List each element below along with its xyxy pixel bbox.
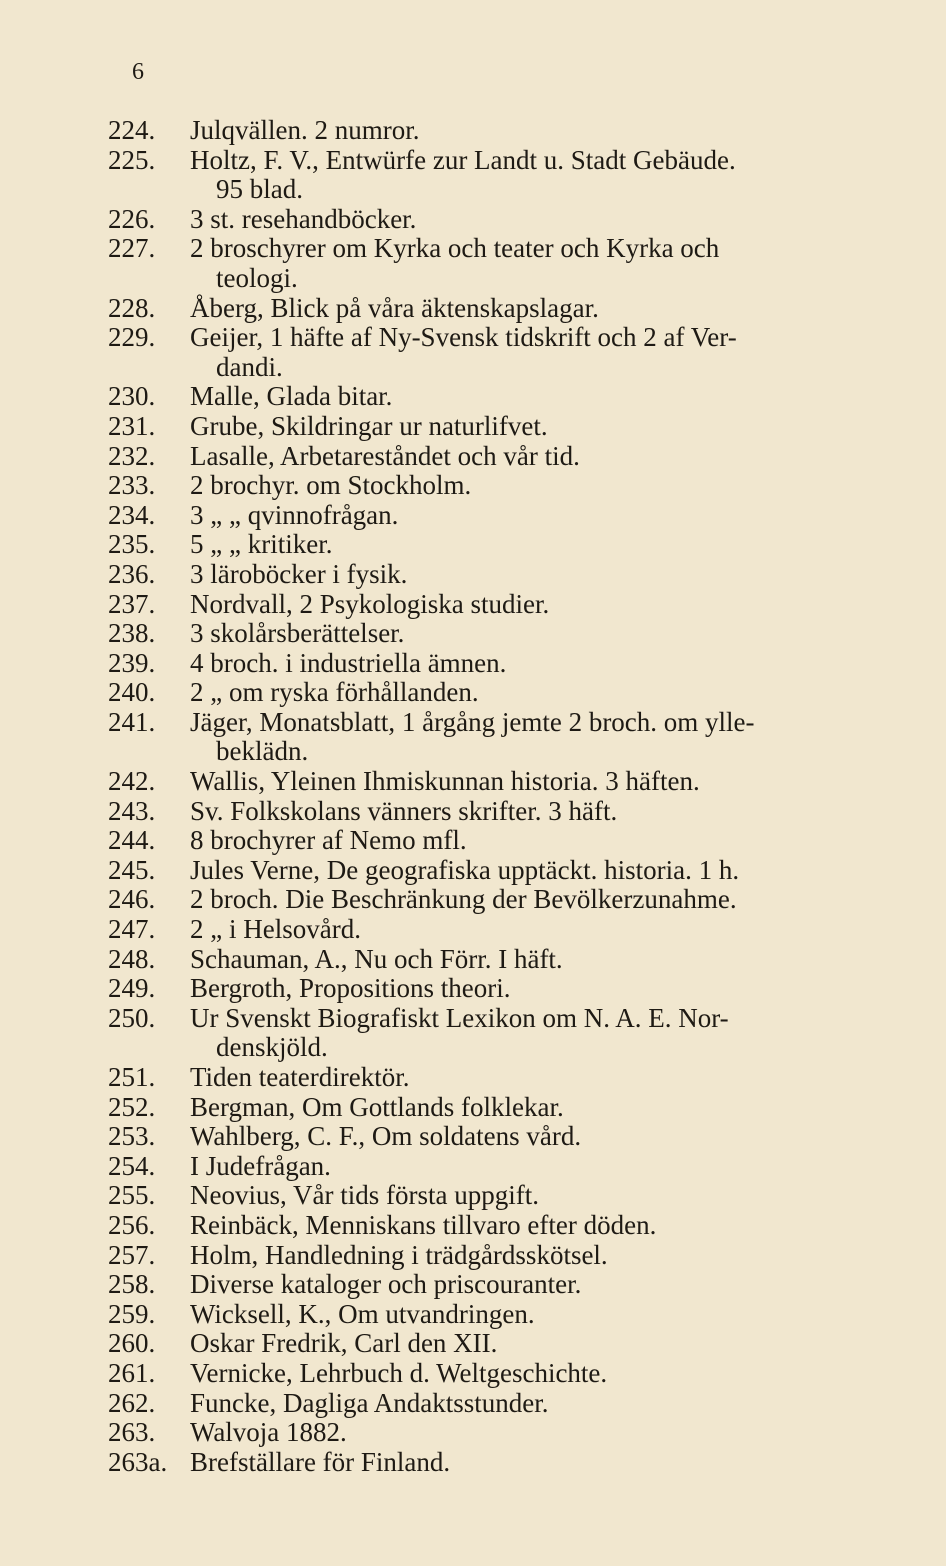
entry-text-line: 2 broschyrer om Kyrka och teater och Kyrka och — [190, 233, 720, 264]
entry-number: 232. — [108, 440, 156, 471]
catalog-entry — [0, 501, 946, 531]
catalog-entry — [0, 915, 946, 945]
entry-text — [190, 885, 870, 915]
entry-number: 241. — [108, 706, 156, 737]
entry-text — [190, 1389, 870, 1419]
entry-text-line: Nordvall, 2 Psykologiska studier. — [190, 588, 550, 619]
catalog-entry — [0, 619, 946, 649]
catalog-entry — [0, 1448, 946, 1478]
entry-text — [190, 678, 870, 708]
catalog-entry — [0, 1241, 946, 1271]
entry-text — [190, 205, 870, 235]
entry-text — [190, 382, 870, 412]
entry-number: 230. — [108, 381, 156, 412]
entry-text — [190, 1093, 870, 1123]
entry-text-continuation: beklädn. — [216, 736, 309, 767]
entry-number: 255. — [108, 1180, 156, 1211]
entry-text-line: Tiden teaterdirektör. — [190, 1062, 410, 1092]
entry-number: 236. — [108, 558, 156, 589]
entry-text — [190, 945, 870, 975]
entry-text-line: Walvoja 1882. — [190, 1417, 347, 1448]
entry-text — [190, 412, 870, 442]
entry-text-continuation: denskjöld. — [216, 1032, 328, 1063]
entry-text-line: Wahlberg, C. F., Om soldatens vård. — [190, 1121, 582, 1152]
catalog-entry — [0, 323, 946, 382]
entry-text — [190, 116, 870, 146]
entry-text-line: Funcke, Dagliga Andaktsstunder. — [190, 1387, 549, 1418]
entry-list — [0, 116, 946, 1477]
entry-number: 249. — [108, 973, 156, 1004]
catalog-entry — [0, 382, 946, 412]
entry-text-line: 5 „ „ kritiker. — [190, 529, 333, 560]
entry-text-continuation: 95 blad. — [216, 174, 303, 205]
catalog-entry — [0, 708, 946, 767]
entry-number: 234. — [108, 499, 156, 530]
entry-text-continuation: teologi. — [216, 262, 298, 293]
entry-text — [190, 619, 870, 649]
entry-text-line: Vernicke, Lehrbuch d. Weltgeschichte. — [190, 1357, 608, 1388]
catalog-entry — [0, 1004, 946, 1063]
entry-text-line: Grube, Skildringar ur naturlifvet. — [190, 410, 548, 441]
entry-number: 225. — [108, 144, 156, 175]
entry-text-line: Bergman, Om Gottlands folklekar. — [190, 1091, 564, 1122]
entry-text — [190, 708, 870, 767]
catalog-entry — [0, 1329, 946, 1359]
entry-text-line: 3 st. resehandböcker. — [190, 203, 417, 234]
entry-number: 233. — [108, 470, 156, 501]
entry-number: 252. — [108, 1091, 156, 1122]
entry-text-line: 2 „ i Helsovård. — [190, 914, 361, 945]
entry-number: 261. — [108, 1357, 156, 1388]
entry-text — [190, 530, 870, 560]
catalog-entry — [0, 234, 946, 293]
entry-text — [190, 590, 870, 620]
catalog-entry — [0, 1181, 946, 1211]
catalog-entry — [0, 412, 946, 442]
catalog-entry — [0, 885, 946, 915]
entry-text-line: Oskar Fredrik, Carl den XII. — [190, 1328, 498, 1359]
entry-text-continuation: dandi. — [216, 351, 283, 382]
entry-text-line: Wicksell, K., Om utvandringen. — [190, 1298, 535, 1329]
entry-text-line: Åberg, Blick på våra äktenskapslagar. — [190, 292, 599, 323]
entry-text-line: Neovius, Vår tids första uppgift. — [190, 1180, 539, 1211]
catalog-entry — [0, 205, 946, 235]
entry-text-line: Holm, Handledning i trädgårdsskötsel. — [190, 1239, 608, 1270]
entry-text — [190, 915, 870, 945]
entry-number: 257. — [108, 1239, 156, 1270]
catalog-entry — [0, 1270, 946, 1300]
entry-text-line: 2 brochyr. om Stockholm. — [190, 470, 472, 501]
entry-number: 262. — [108, 1387, 156, 1418]
entry-text — [190, 1270, 870, 1300]
entry-text — [190, 323, 870, 382]
entry-text — [190, 1359, 870, 1389]
page-number: 6 — [132, 59, 144, 85]
entry-text-line: Ur Svenskt Biografiskt Lexikon om N. A. E. Nor- — [190, 1002, 729, 1033]
catalog-entry — [0, 1093, 946, 1123]
entry-number: 256. — [108, 1209, 156, 1240]
catalog-entry — [0, 1300, 946, 1330]
catalog-entry — [0, 530, 946, 560]
entry-text-line: 2 „ om ryska förhållanden. — [190, 677, 479, 708]
entry-text-line: 4 broch. i industriella ämnen. — [190, 647, 507, 678]
catalog-entry — [0, 945, 946, 975]
entry-text-line: 3 „ „ qvinnofrågan. — [190, 499, 399, 530]
entry-text — [190, 442, 870, 472]
entry-text-line: Geijer, 1 häfte af Ny-Svensk tidskrift och 2 af Ver- — [190, 322, 737, 353]
entry-text-line: Diverse kataloger och priscouranter. — [190, 1269, 582, 1300]
entry-number: 240. — [108, 677, 156, 708]
entry-number: 245. — [108, 854, 156, 885]
entry-text — [190, 501, 870, 531]
catalog-entry — [0, 294, 946, 324]
entry-number: 259. — [108, 1298, 156, 1329]
entry-text — [190, 1300, 870, 1330]
entry-text — [190, 1004, 870, 1063]
entry-number: 250. — [108, 1002, 156, 1033]
entry-text-line: I Judefrågan. — [190, 1150, 331, 1181]
entry-text-line: Jules Verne, De geografiska upptäckt. historia. 1 h. — [190, 854, 740, 885]
catalog-entry — [0, 1211, 946, 1241]
entry-text — [190, 1152, 870, 1182]
entry-number: 251. — [108, 1062, 156, 1092]
entry-text-line: Malle, Glada bitar. — [190, 381, 393, 412]
catalog-entry — [0, 560, 946, 590]
catalog-entry — [0, 471, 946, 501]
entry-number: 228. — [108, 292, 156, 323]
entry-text — [190, 797, 870, 827]
entry-number: 235. — [108, 529, 156, 560]
entry-text — [190, 146, 870, 205]
catalog-entry — [0, 649, 946, 679]
entry-text — [190, 471, 870, 501]
entry-text — [190, 856, 870, 886]
entry-text — [190, 294, 870, 324]
catalog-entry — [0, 826, 946, 856]
entry-text-line: Reinbäck, Menniskans tillvaro efter döden. — [190, 1209, 657, 1240]
catalog-entry — [0, 767, 946, 797]
entry-text-line: Schauman, A., Nu och Förr. I häft. — [190, 943, 563, 974]
entry-text-line: 3 läroböcker i fysik. — [190, 558, 408, 589]
entry-text — [190, 1329, 870, 1359]
catalog-entry — [0, 116, 946, 146]
entry-text — [190, 826, 870, 856]
entry-text — [190, 974, 870, 1004]
entry-text — [190, 1122, 870, 1152]
entry-number: 238. — [108, 618, 156, 649]
entry-text — [190, 1418, 870, 1448]
entry-number: 237. — [108, 588, 156, 619]
catalog-entry — [0, 1389, 946, 1419]
entry-number: 242. — [108, 766, 156, 797]
entry-text — [190, 1448, 870, 1478]
entry-number: 253. — [108, 1121, 156, 1152]
entry-text — [190, 1181, 870, 1211]
entry-number: 227. — [108, 233, 156, 264]
entry-number: 229. — [108, 322, 156, 353]
catalog-entry — [0, 1063, 946, 1093]
entry-number: 258. — [108, 1269, 156, 1300]
entry-number: 224. — [108, 115, 156, 145]
entry-number: 254. — [108, 1150, 156, 1181]
entry-number: 246. — [108, 884, 156, 915]
entry-text-line: 3 skolårsberättelser. — [190, 618, 405, 649]
entry-text — [190, 1063, 870, 1093]
catalog-entry — [0, 974, 946, 1004]
entry-text — [190, 560, 870, 590]
entry-text — [190, 1211, 870, 1241]
entry-number: 244. — [108, 825, 156, 856]
catalog-entry — [0, 678, 946, 708]
entry-number: 226. — [108, 203, 156, 234]
entry-number: 239. — [108, 647, 156, 678]
entry-text-line: 2 broch. Die Beschränkung der Bevölkerzunahme. — [190, 884, 737, 915]
entry-text — [190, 649, 870, 679]
entry-text-line: Jäger, Monatsblatt, 1 årgång jemte 2 broch. om ylle- — [190, 706, 755, 737]
entry-number: 263a. — [108, 1446, 168, 1477]
entry-text — [190, 767, 870, 797]
catalog-entry — [0, 797, 946, 827]
entry-text — [190, 1241, 870, 1271]
catalog-entry — [0, 1359, 946, 1389]
catalog-entry — [0, 1122, 946, 1152]
catalog-entry — [0, 590, 946, 620]
entry-text-line: Brefställare för Finland. — [190, 1446, 451, 1477]
catalog-entry — [0, 1418, 946, 1448]
entry-number: 243. — [108, 795, 156, 826]
entry-text-line: Bergroth, Propositions theori. — [190, 973, 511, 1004]
entry-text-line: Julqvällen. 2 numror. — [190, 115, 420, 145]
entry-text-line: Lasalle, Arbetareståndet och vår tid. — [190, 440, 580, 471]
entry-text-line: Sv. Folkskolans vänners skrifter. 3 häft. — [190, 795, 618, 826]
entry-text — [190, 234, 870, 293]
catalog-entry — [0, 442, 946, 472]
entry-number: 231. — [108, 410, 156, 441]
entry-number: 263. — [108, 1417, 156, 1448]
entry-text-line: 8 brochyrer af Nemo mfl. — [190, 825, 467, 856]
entry-text-line: Wallis, Yleinen Ihmiskunnan historia. 3 häften. — [190, 766, 700, 797]
catalog-entry — [0, 146, 946, 205]
entry-number: 247. — [108, 914, 156, 945]
entry-number: 260. — [108, 1328, 156, 1359]
catalog-entry — [0, 856, 946, 886]
entry-text-line: Holtz, F. V., Entwürfe zur Landt u. Stadt Gebäude. — [190, 144, 736, 175]
entry-number: 248. — [108, 943, 156, 974]
catalog-entry — [0, 1152, 946, 1182]
